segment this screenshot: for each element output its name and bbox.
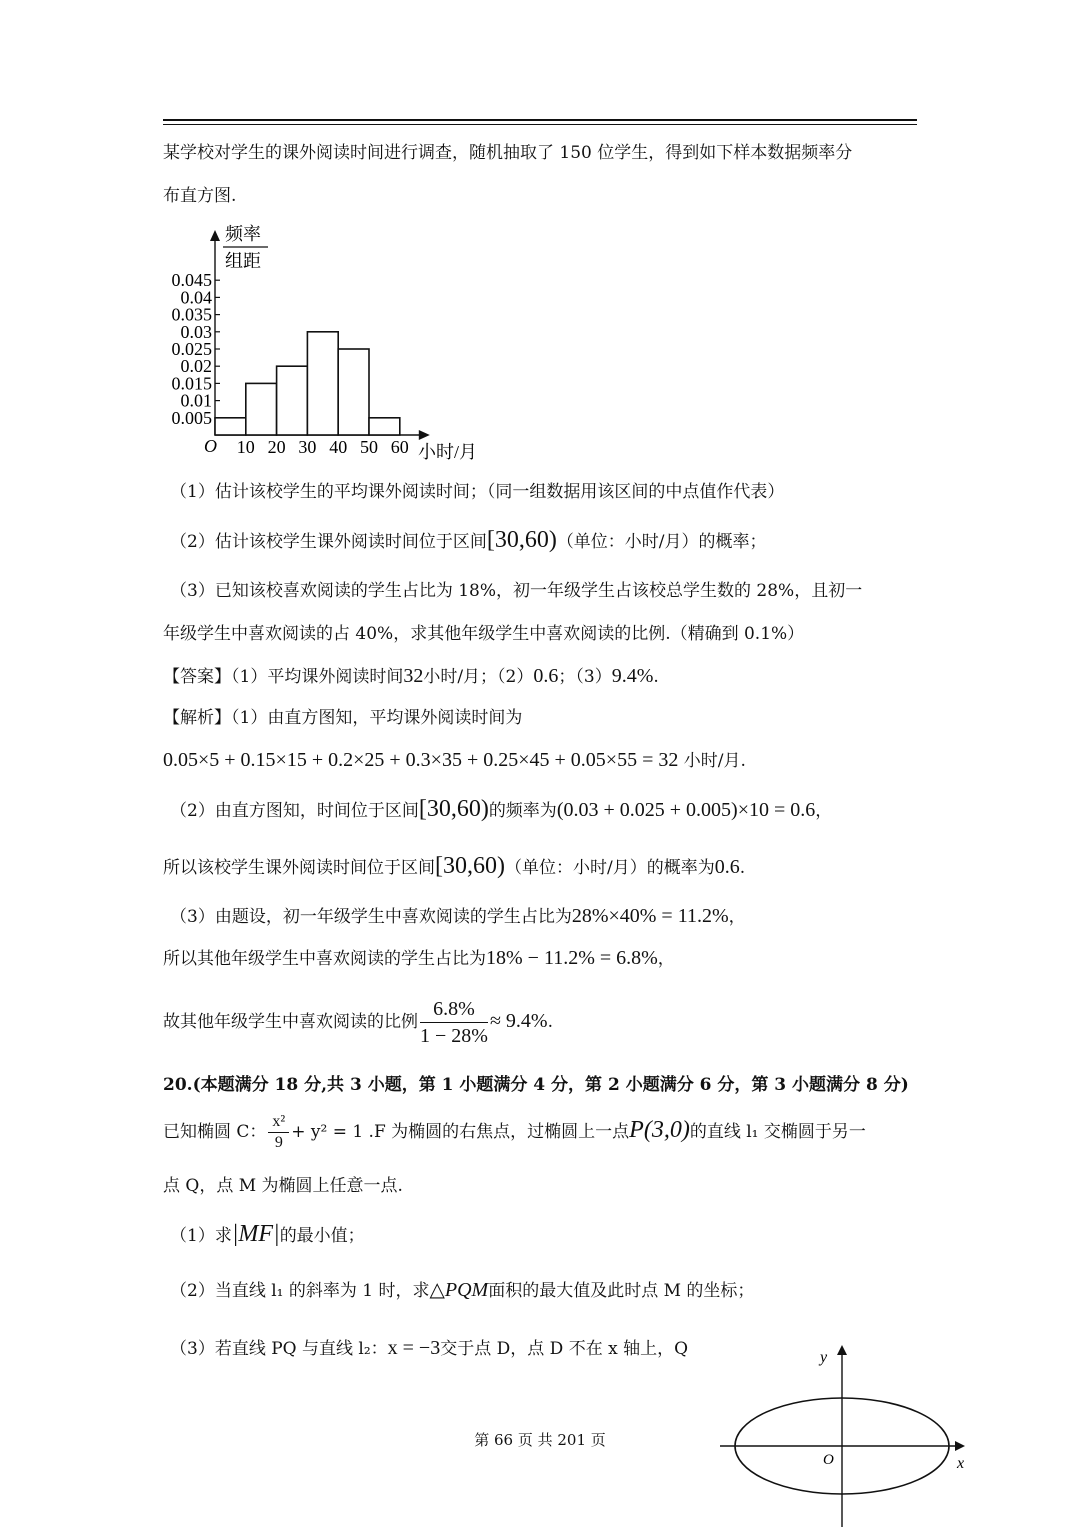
answer-value-2: 0.6 bbox=[533, 665, 559, 687]
ellipse-y-label: y bbox=[820, 1349, 828, 1366]
analysis-text-6-end: ， bbox=[657, 949, 675, 969]
mf-expression: |MF| bbox=[231, 1221, 280, 1247]
analysis-text-3-end: ， bbox=[815, 801, 833, 821]
y-tick-label-4: 0.02 bbox=[180, 356, 212, 377]
y-axis-label-denominator: 组距 bbox=[225, 251, 261, 271]
fraction-numerator: 6.8% bbox=[420, 996, 488, 1023]
q20-part-1-a: （1）求 bbox=[170, 1226, 232, 1246]
analysis-interval-2: [30,60) bbox=[435, 853, 505, 879]
probability-value: 0.6 bbox=[714, 856, 740, 878]
analysis-line-4 bbox=[163, 854, 745, 880]
hist-x-axis-arrow bbox=[419, 430, 430, 440]
intro-line-2: 布直方图. bbox=[163, 186, 237, 206]
answer-line bbox=[163, 664, 659, 689]
q20-line-1 bbox=[163, 1112, 866, 1153]
q19-part-3-line-1: （3）已知该校喜欢阅读的学生占比为 18%，初一年级学生占该校总学生数的 28%，且初一 bbox=[170, 581, 863, 601]
q20-part-2 bbox=[170, 1278, 754, 1303]
y-tick-label-3: 0.015 bbox=[171, 373, 212, 394]
q19-part-3-line-2: 年级学生中喜欢阅读的占 40%，求其他年级学生中喜欢阅读的比例.（精确到 0.1%） bbox=[163, 624, 805, 644]
analysis-line-2 bbox=[163, 748, 746, 773]
y-axis-label-numerator: 频率 bbox=[225, 224, 261, 244]
fraction-denominator: 1 − 28% bbox=[420, 1025, 488, 1047]
q20-part-3 bbox=[170, 1336, 688, 1361]
ellipse-frac-numerator: x² bbox=[268, 1112, 289, 1133]
intro-line-1: 某学校对学生的课外阅读时间进行调查，随机抽取了 150 位学生，得到如下样本数据频率分 bbox=[163, 143, 853, 163]
analysis-line-5 bbox=[170, 904, 746, 929]
q20-part-2-a: （2）当直线 l₁ 的斜率为 1 时，求 bbox=[170, 1281, 430, 1301]
histogram-bar-3 bbox=[277, 366, 308, 435]
y-tick-label-7: 0.035 bbox=[171, 304, 212, 325]
grade1-ratio-formula: 28%×40% = 11.2% bbox=[571, 905, 729, 927]
x-axis-label: 小时/月 bbox=[418, 442, 478, 462]
q19-part-2-text-b: （单位：小时/月）的概率； bbox=[556, 532, 767, 552]
q20-header: 20.(本题满分 18 分,共 3 小题，第 1 小题满分 4 分，第 2 小题满分 6 分，第 3 小题满分 8 分) bbox=[163, 1075, 909, 1095]
triangle-pqm: △PQM bbox=[429, 1279, 489, 1301]
q20-text-1c: 的直线 l₁ 交椭圆于另一 bbox=[689, 1122, 866, 1142]
proportion-fraction bbox=[420, 996, 488, 1049]
mean-formula: 0.05×5 + 0.15×15 + 0.2×25 + 0.3×35 + 0.25×45 + 0.05×55 = 32 bbox=[163, 749, 679, 771]
q20-line-2: 点 Q，点 M 为椭圆上任意一点. bbox=[163, 1176, 403, 1196]
answer-part-1: （1）平均课外阅读时间 bbox=[231, 667, 404, 687]
histogram-bar-4 bbox=[307, 332, 338, 435]
q20-text-1b: + y² = 1 .F 为椭圆的右焦点，过椭圆上一点 bbox=[291, 1122, 630, 1142]
analysis-text-3b: 的频率为 bbox=[488, 801, 557, 821]
analysis-interval-1: [30,60) bbox=[418, 796, 489, 822]
answer-part-1-unit: 小时/月；（2） bbox=[423, 667, 534, 687]
analysis-text-4b: （单位：小时/月）的概率为 bbox=[504, 858, 715, 878]
analysis-line-1 bbox=[163, 706, 522, 730]
y-tick-label-8: 0.04 bbox=[180, 287, 212, 308]
proportion-result: ≈ 9.4% bbox=[489, 1010, 548, 1032]
y-axis-arrow bbox=[837, 1345, 847, 1355]
ellipse-frac-denominator: 9 bbox=[274, 1134, 283, 1151]
analysis-line-3 bbox=[170, 797, 832, 823]
other-ratio-formula: 18% − 11.2% = 6.8% bbox=[486, 947, 658, 969]
mean-unit: 小时/月. bbox=[683, 751, 746, 771]
q20-part-1 bbox=[170, 1222, 365, 1248]
answer-end: . bbox=[653, 667, 659, 687]
x-tick-label-2: 20 bbox=[267, 437, 286, 457]
analysis-text-6a: 所以其他年级学生中喜欢阅读的学生占比为 bbox=[163, 949, 486, 969]
y-tick-label-6: 0.03 bbox=[180, 321, 212, 342]
x-tick-label-4: 40 bbox=[329, 437, 348, 457]
analysis-tag: 【解析】 bbox=[163, 708, 231, 728]
q19-part-1: （1）估计该校学生的平均课外阅读时间；（同一组数据用该区间的中点值作代表） bbox=[170, 482, 785, 502]
y-tick-label-2: 0.01 bbox=[180, 390, 212, 411]
histogram-bar-5 bbox=[338, 349, 369, 435]
y-tick-label-5: 0.025 bbox=[171, 339, 212, 359]
q20-part-3-a: （3）若直线 PQ 与直线 l₂： bbox=[170, 1339, 388, 1359]
x-tick-label-1: 10 bbox=[236, 437, 255, 457]
ellipse-x-label: x bbox=[957, 1455, 965, 1472]
histogram-chart bbox=[160, 220, 500, 470]
header-rule-bottom bbox=[163, 124, 917, 125]
x-tick-label-3: 30 bbox=[298, 437, 317, 457]
analysis-text-7a: 故其他年级学生中喜欢阅读的比例 bbox=[163, 1012, 418, 1032]
y-tick-label-9: 0.045 bbox=[171, 270, 212, 291]
ellipse-origin-label: O bbox=[823, 1452, 834, 1468]
analysis-text-1: （1）由直方图知，平均课外阅读时间为 bbox=[231, 708, 523, 728]
analysis-text-5a: （3）由题设，初一年级学生中喜欢阅读的学生占比为 bbox=[170, 907, 572, 927]
q20-part-2-b: 面积的最大值及此时点 M 的坐标； bbox=[488, 1281, 755, 1301]
x-tick-label-6: 60 bbox=[390, 437, 409, 457]
ellipse-figure bbox=[715, 1340, 975, 1527]
origin-label: O bbox=[204, 436, 217, 456]
point-p: P(3,0) bbox=[629, 1117, 690, 1143]
y-tick-label-1: 0.005 bbox=[171, 407, 212, 428]
analysis-text-4-end: . bbox=[739, 858, 746, 878]
page-number: 第 66 页 共 201 页 bbox=[474, 1431, 606, 1449]
histogram-bar-1 bbox=[215, 418, 246, 435]
line-l2-equation: x = −3 bbox=[387, 1337, 441, 1359]
frequency-formula: (0.03 + 0.025 + 0.005)×10 = 0.6 bbox=[556, 799, 816, 821]
answer-part-3: ；（3） bbox=[558, 667, 612, 687]
x-axis-arrow bbox=[955, 1441, 965, 1451]
q20-text-1a: 已知椭圆 C： bbox=[163, 1122, 267, 1142]
histogram-bar-2 bbox=[246, 383, 277, 435]
hist-y-axis-arrow bbox=[210, 230, 220, 241]
header-rule-top bbox=[163, 119, 917, 121]
analysis-text-5-end: ， bbox=[728, 907, 746, 927]
q19-part-2 bbox=[170, 528, 767, 554]
analysis-text-3a: （2）由直方图知，时间位于区间 bbox=[170, 801, 419, 821]
q20-part-1-b: 的最小值； bbox=[279, 1226, 365, 1246]
q19-part-2-text-a: （2）估计该校学生课外阅读时间位于区间 bbox=[170, 532, 487, 552]
answer-tag: 【答案】 bbox=[163, 667, 231, 687]
histogram-bar-6 bbox=[369, 418, 400, 435]
q20-part-3-b: 交于点 D，点 D 不在 x 轴上，Q bbox=[440, 1339, 689, 1359]
answer-value-1: 32 bbox=[403, 665, 424, 687]
x-tick-label-5: 50 bbox=[360, 437, 378, 457]
analysis-line-7 bbox=[163, 996, 553, 1049]
ellipse-fraction bbox=[268, 1112, 289, 1153]
analysis-text-7-end: . bbox=[547, 1012, 553, 1032]
analysis-text-4a: 所以该校学生课外阅读时间位于区间 bbox=[163, 858, 435, 878]
answer-value-3: 9.4% bbox=[611, 665, 654, 687]
q19-part-2-interval: [30,60) bbox=[486, 527, 557, 553]
analysis-line-6 bbox=[163, 946, 675, 971]
